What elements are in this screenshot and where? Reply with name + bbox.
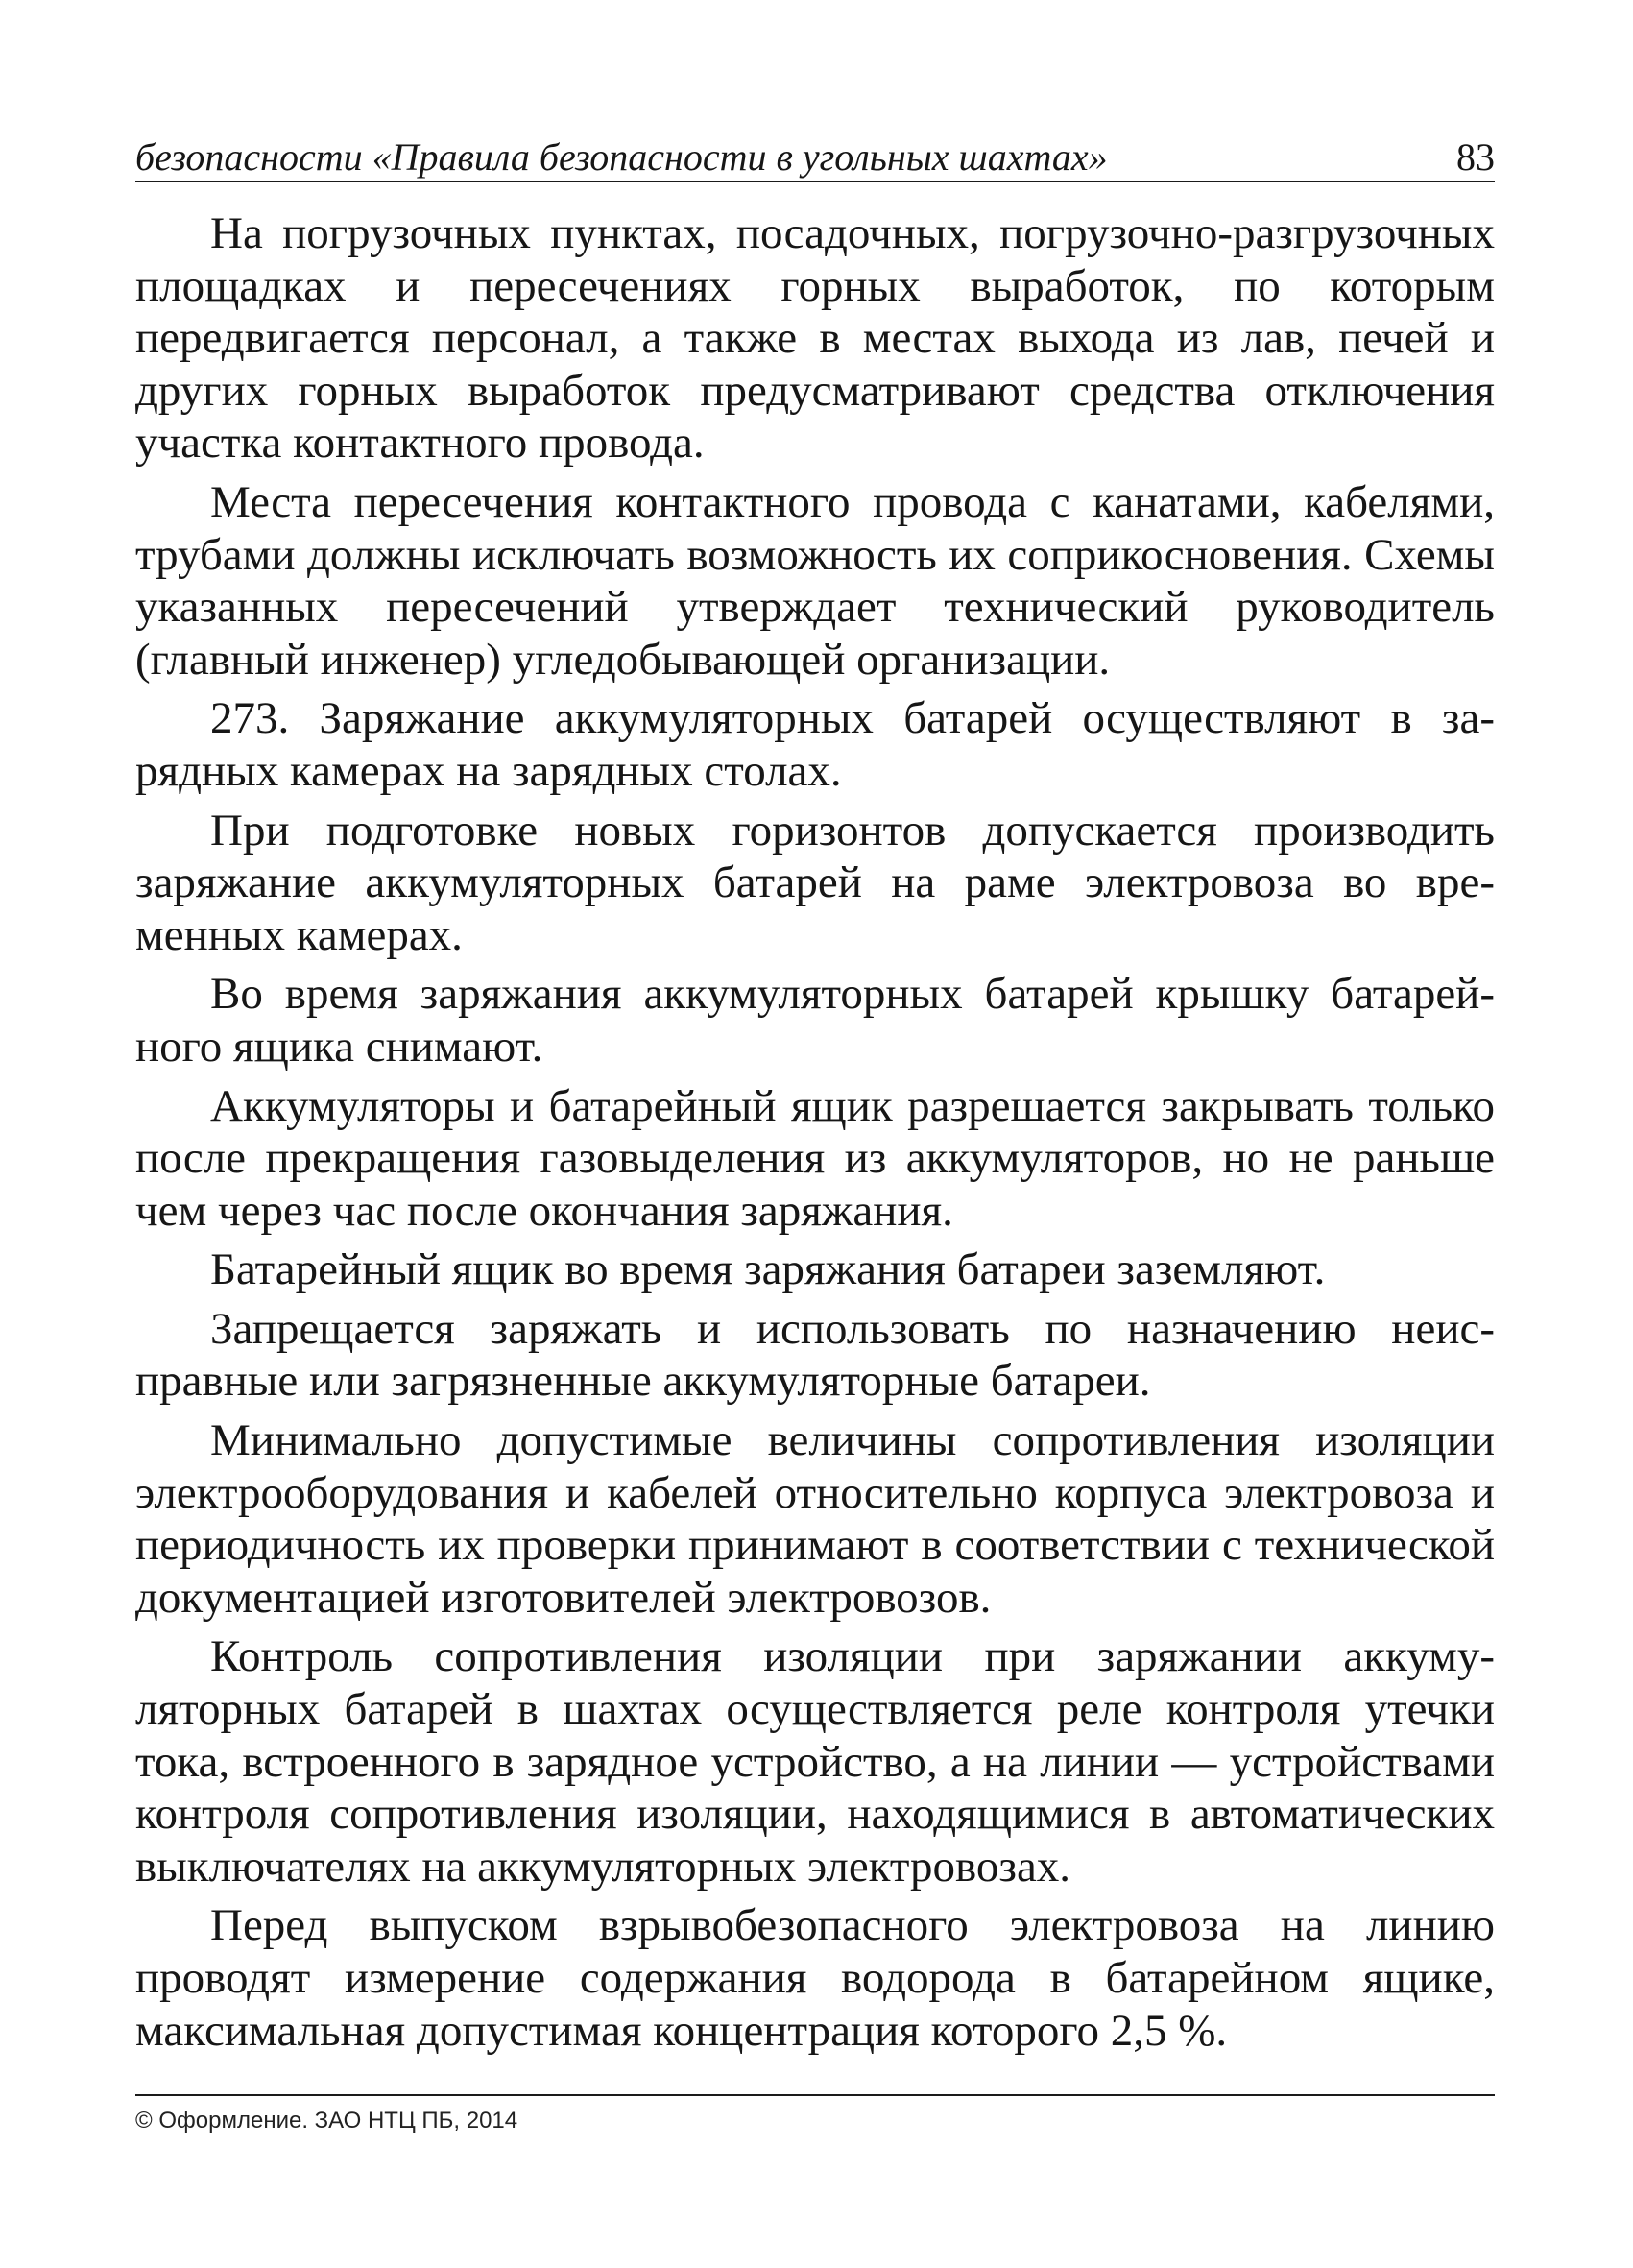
footer-divider xyxy=(135,2094,1495,2096)
paragraph-grounding: Батарейный ящик во время заряжания батареи заземляют. xyxy=(210,1244,1326,1295)
paragraph-closing-box: Аккумуляторы и батарейный ящик разрешается закрывать только после прекращения газовыделения из аккумуляторов, но не раньше чем через час после окончания заряжания. xyxy=(135,1080,1495,1236)
copyright-footer: © Оформление. ЗАО НТЦ ПБ, 2014 xyxy=(135,2108,518,2134)
running-header xyxy=(135,106,1495,182)
paragraph-faulty-batteries: Запрещается заряжать и использовать по назначению неисправные или загрязненные аккумуляторные батареи. xyxy=(135,1303,1495,1407)
paragraph-wire-crossings: Места пересечения контактного провода с канатами, кабелями, трубами должны исключать возможность их соприкосновения. Схемы указанных пересечений утверждает технический руководитель (главный инженер) угледобывающей организации. xyxy=(135,476,1495,685)
running-title: безопасности «Правила безопасности в угольных шахтах» xyxy=(135,135,1108,179)
paragraph-battery-cover: Во время заряжания аккумуляторных батарей крышку батарейного ящика снимают. xyxy=(135,969,1495,1072)
document-page xyxy=(135,106,1495,2057)
paragraph-hydrogen-measurement: Перед выпуском взрывобезопасного электровоза на линию проводят измерение содержания водорода в батарейном ящике, максимальная допустимая концентрация которого 2,5 %. xyxy=(135,1900,1495,2056)
paragraph-insulation-values: Минимально допустимые величины сопротивления изоляции электрооборудования и кабелей относительно корпуса электровоза и периодичность их проверки принимают в соответствии с технической документацией изготовителей электровозов. xyxy=(135,1415,1495,1623)
body-text xyxy=(135,207,1495,2057)
paragraph-273-charging: 273. Заряжание аккумуляторных батарей осуществляют в зарядных камерах на зарядных столах. xyxy=(135,693,1495,796)
paragraph-insulation-control: Контроль сопротивления изоляции при заряжании аккумуляторных батарей в шахтах осуществляется реле контроля утечки тока, встроенного в зарядное устройство, а на линии — устройствами контроля сопротивления изоляции, находящимися в автоматических выключателях на аккумуляторных электровозах. xyxy=(135,1631,1495,1892)
paragraph-loading-points: На погрузочных пунктах, посадочных, погрузочно-разгрузочных площадках и пересечениях горных выработок, по которым передвигается персонал, а также в местах выхода из лав, печей и других горных выработок предусматривают средства отключения участка контактного провода. xyxy=(135,208,1495,469)
paragraph-new-horizons: При подготовке новых горизонтов допускается производить заряжание аккумуляторных батарей на раме электровоза во временных камерах. xyxy=(135,805,1495,960)
page-number: 83 xyxy=(1456,135,1495,179)
